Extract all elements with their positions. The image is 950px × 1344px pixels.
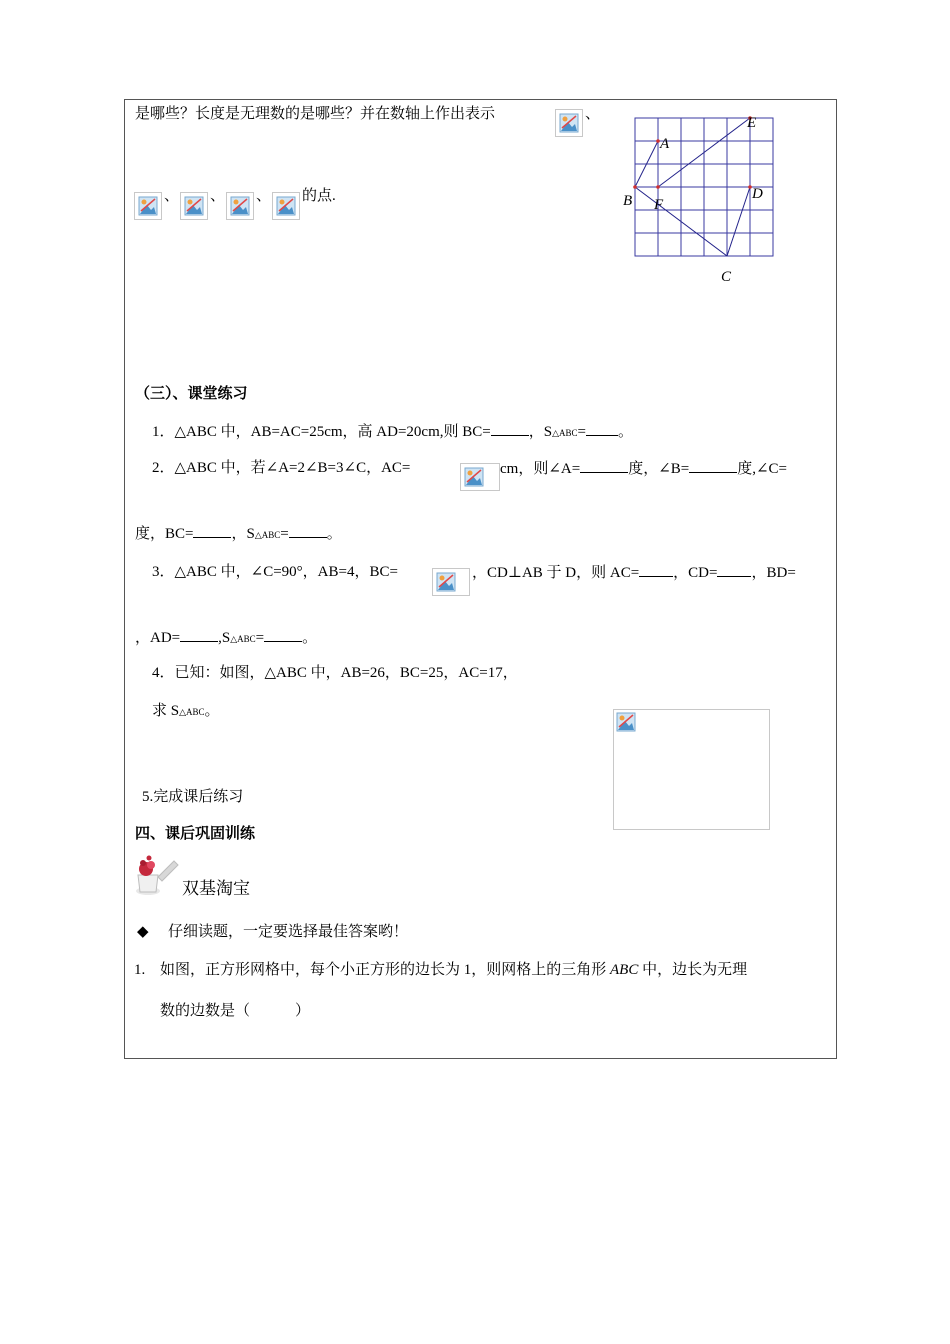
answer-blank — [586, 421, 618, 436]
label-A: A — [660, 136, 670, 152]
broken-image-icon — [138, 196, 158, 216]
exercise-text: 。 — [302, 630, 318, 646]
gift-bag-icon — [134, 855, 182, 897]
exercise-text: ，S — [231, 526, 255, 542]
exercise-text: 2．△ABC 中，若∠A=2∠B=3∠C，AC= — [152, 460, 411, 476]
question-1-line1 — [160, 960, 747, 980]
separator: 、 — [585, 106, 601, 122]
exercise-2-cont — [500, 458, 787, 479]
subscript: △ABC — [179, 707, 205, 717]
exercise-text: 。 — [326, 526, 342, 542]
answer-blank — [717, 562, 751, 577]
question-number: 1. — [134, 962, 146, 978]
answer-blank — [639, 562, 673, 577]
exercise-text: ,S — [218, 630, 231, 646]
exercise-3-line2 — [135, 627, 317, 649]
italic-text: ABC — [610, 962, 639, 978]
label-D: D — [752, 186, 763, 202]
exercise-1 — [152, 421, 633, 443]
label-E: E — [747, 115, 757, 131]
broken-image-icon — [436, 572, 456, 592]
answer-blank — [689, 458, 737, 473]
math-image-placeholder — [460, 463, 500, 491]
question-line-1 — [135, 104, 495, 124]
subscript: △ABC — [230, 634, 256, 644]
separator: 、 — [210, 188, 226, 204]
exercise-text: 。 — [617, 424, 633, 440]
grid-points — [633, 116, 752, 189]
exercise-2-line2 — [135, 523, 342, 545]
label-C: C — [721, 269, 732, 285]
exercise-text: ，CD= — [673, 565, 718, 581]
exercise-3-cont — [472, 562, 796, 583]
question-text: 如图，正方形网格中，每个小正方形的边长为 1，则网格上的三角形 — [160, 962, 611, 978]
section-heading: 四、课后巩固训练 — [135, 826, 256, 842]
exercise-text: 度,∠C= — [737, 461, 788, 477]
exercise-text: ，AD= — [135, 630, 181, 646]
exercise-text: 3．△ABC 中，∠C=90°，AB=4，BC= — [152, 564, 398, 580]
exercise-2 — [152, 458, 410, 478]
broken-image-icon — [464, 467, 484, 487]
exercise-text: 求 S — [152, 703, 180, 719]
exercise-text: ，S — [528, 424, 553, 440]
math-image-placeholder — [180, 192, 208, 220]
answer-blank — [491, 421, 529, 436]
label-F: F — [654, 197, 664, 213]
exercise-4-line2 — [152, 701, 220, 722]
question-text: 中，边长为无理 — [638, 962, 748, 978]
label-B: B — [623, 193, 633, 209]
answer-blank — [193, 523, 231, 538]
question-text-end: 的点. — [302, 188, 336, 204]
exercise-text: = — [577, 424, 586, 440]
math-image-placeholder — [555, 109, 583, 137]
answer-blank — [580, 458, 628, 473]
math-image-placeholder — [226, 192, 254, 220]
broken-image-icon — [616, 712, 636, 732]
question-text: 是哪些？长度是无理数的是哪些？并在数轴上作出表示 — [135, 106, 496, 122]
answer-blank — [264, 627, 302, 642]
point-F — [656, 185, 660, 189]
exercise-text: 4．已知：如图，△ABC 中，AB=26，BC=25，AC=17， — [152, 665, 518, 681]
exercise-text: 度，∠B= — [628, 461, 690, 477]
exercise-text: cm，则∠A= — [500, 461, 581, 477]
exercise-text: 1．△ABC 中，AB=AC=25cm，高 AD=20cm,则 BC= — [152, 424, 491, 440]
exercise-text: 度，BC= — [135, 526, 194, 542]
exercise-text: ，BD= — [751, 565, 796, 581]
exercise-text: = — [255, 630, 265, 646]
subscript: △ABC — [552, 428, 578, 438]
point-B — [633, 185, 637, 189]
question-1-line2: 数的边数是（ ） — [160, 1003, 311, 1019]
segment-CD — [727, 187, 750, 256]
triangle-figure-placeholder — [613, 709, 770, 830]
section-heading: （三）、课堂练习 — [135, 386, 248, 402]
exercise-text: = — [280, 526, 289, 542]
subsection-heading: 双基淘宝 — [182, 879, 250, 899]
broken-image-icon — [230, 196, 250, 216]
exercise-5: 5.完成课后练习 — [142, 789, 244, 805]
subscript: △ABC — [254, 530, 281, 540]
math-image-placeholder — [134, 192, 162, 220]
bullet-icon: ◆ — [137, 924, 149, 940]
exercise-3 — [152, 562, 398, 582]
math-image-placeholder — [272, 192, 300, 220]
grid-figure — [620, 110, 790, 290]
separator: 、 — [164, 188, 180, 204]
instruction-text: 仔细读题，一定要选择最佳答案哟！ — [168, 924, 409, 940]
separator: 、 — [256, 188, 272, 204]
broken-image-icon — [559, 113, 579, 133]
exercise-text: ，CD⊥AB 于 D，则 AC= — [472, 565, 640, 581]
broken-image-icon — [184, 196, 204, 216]
exercise-4 — [152, 663, 518, 683]
answer-blank — [180, 627, 218, 642]
math-image-placeholder — [432, 568, 470, 596]
exercise-text: 。 — [204, 703, 220, 719]
answer-blank — [289, 523, 327, 538]
broken-image-icon — [276, 196, 296, 216]
